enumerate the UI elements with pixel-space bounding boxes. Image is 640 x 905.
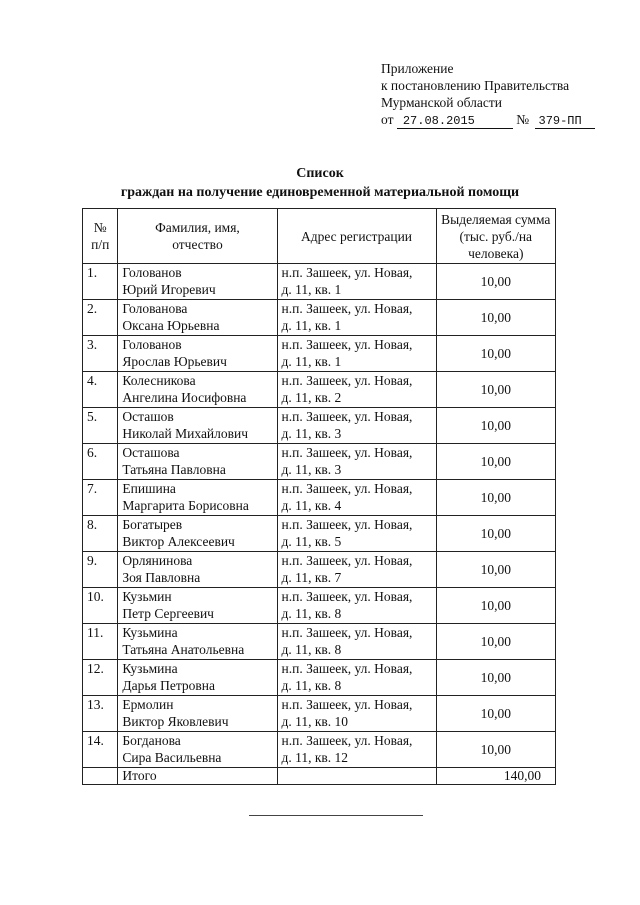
- row-address: [277, 732, 436, 768]
- row-address: [277, 552, 436, 588]
- header-name-line-1: Фамилия, имя,: [155, 220, 240, 235]
- row-full-name: [118, 732, 277, 768]
- table-row: [83, 444, 556, 480]
- table-row: [83, 372, 556, 408]
- row-full-name: [118, 444, 277, 480]
- header-sum-line-2: (тыс. руб./на: [459, 228, 533, 244]
- total-empty-address: [277, 768, 436, 785]
- header-sum: [436, 209, 555, 264]
- row-given-name: Ярослав Юрьевич: [122, 354, 227, 369]
- row-surname: Осташова: [122, 445, 180, 460]
- row-number: 9.: [83, 552, 118, 588]
- title-line-1: Список: [296, 166, 344, 181]
- table-header-row: [83, 209, 556, 264]
- row-given-name: Татьяна Павловна: [122, 462, 226, 477]
- row-address-line-1: н.п. Зашеек, ул. Новая,: [281, 589, 413, 604]
- row-surname: Кузьмин: [122, 589, 172, 604]
- row-address-line-2: д. 11, кв. 5: [281, 534, 342, 549]
- row-address-line-1: н.п. Зашеек, ул. Новая,: [281, 481, 413, 496]
- closing-divider: [249, 815, 423, 816]
- header-name-line-2: отчество: [172, 237, 223, 252]
- row-address-line-1: н.п. Зашеек, ул. Новая,: [281, 301, 413, 316]
- row-address: [277, 336, 436, 372]
- appendix-header: [381, 60, 595, 129]
- row-surname: Епишина: [122, 481, 176, 496]
- row-sum: 10,00: [436, 516, 555, 552]
- row-surname: Осташов: [122, 409, 174, 424]
- row-given-name: Виктор Яковлевич: [122, 714, 229, 729]
- header-number-line-2: п/п: [91, 237, 110, 252]
- row-given-name: Виктор Алексеевич: [122, 534, 235, 549]
- row-sum: 10,00: [436, 480, 555, 516]
- citizens-table: [82, 208, 556, 785]
- title-line-2: граждан на получение единовременной материальной помощи: [120, 185, 520, 200]
- row-given-name: Маргарита Борисовна: [122, 498, 249, 513]
- row-number: 7.: [83, 480, 118, 516]
- total-empty-cell: [83, 768, 118, 785]
- row-sum: 10,00: [436, 264, 555, 300]
- table-row: [83, 732, 556, 768]
- row-surname: Голованова: [122, 301, 188, 316]
- table-row: [83, 300, 556, 336]
- row-address-line-2: д. 11, кв. 2: [281, 390, 342, 405]
- row-full-name: [118, 588, 277, 624]
- row-full-name: [118, 552, 277, 588]
- total-row: [83, 768, 556, 785]
- row-address-line-2: д. 11, кв. 1: [281, 318, 342, 333]
- row-surname: Богатырев: [122, 517, 183, 532]
- row-address: [277, 624, 436, 660]
- row-number: 3.: [83, 336, 118, 372]
- row-address-line-2: д. 11, кв. 8: [281, 678, 342, 693]
- table-body: [83, 264, 556, 768]
- row-address: [277, 408, 436, 444]
- row-surname: Орлянинова: [122, 553, 193, 568]
- row-address-line-2: д. 11, кв. 3: [281, 426, 342, 441]
- row-surname: Кузьмина: [122, 625, 178, 640]
- total-label: Итого: [118, 768, 277, 785]
- row-address-line-1: н.п. Зашеек, ул. Новая,: [281, 445, 413, 460]
- row-surname: Ермолин: [122, 697, 174, 712]
- row-number: 12.: [83, 660, 118, 696]
- table-row: [83, 408, 556, 444]
- table-row: [83, 696, 556, 732]
- row-sum: 10,00: [436, 444, 555, 480]
- row-address: [277, 300, 436, 336]
- row-full-name: [118, 480, 277, 516]
- row-address-line-1: н.п. Зашеек, ул. Новая,: [281, 697, 413, 712]
- row-address-line-1: н.п. Зашеек, ул. Новая,: [281, 661, 413, 676]
- row-full-name: [118, 516, 277, 552]
- row-address: [277, 264, 436, 300]
- row-address: [277, 696, 436, 732]
- table-row: [83, 516, 556, 552]
- row-address: [277, 444, 436, 480]
- row-address: [277, 480, 436, 516]
- row-sum: 10,00: [436, 660, 555, 696]
- row-address: [277, 516, 436, 552]
- table-row: [83, 336, 556, 372]
- decree-number: 379-ПП: [535, 115, 595, 129]
- row-address-line-1: н.п. Зашеек, ул. Новая,: [281, 517, 413, 532]
- row-surname: Колесникова: [122, 373, 196, 388]
- row-full-name: [118, 660, 277, 696]
- number-label: №: [516, 112, 530, 127]
- header-number-line-1: №: [93, 220, 107, 235]
- row-address-line-1: н.п. Зашеек, ул. Новая,: [281, 553, 413, 568]
- row-address-line-1: н.п. Зашеек, ул. Новая,: [281, 409, 413, 424]
- appendix-line-3: Мурманской области: [381, 95, 502, 110]
- row-number: 14.: [83, 732, 118, 768]
- row-address-line-1: н.п. Зашеек, ул. Новая,: [281, 733, 413, 748]
- row-sum: 10,00: [436, 552, 555, 588]
- row-address-line-1: н.п. Зашеек, ул. Новая,: [281, 373, 413, 388]
- row-full-name: [118, 696, 277, 732]
- row-number: 5.: [83, 408, 118, 444]
- row-address-line-2: д. 11, кв. 8: [281, 642, 342, 657]
- table-row: [83, 588, 556, 624]
- row-address-line-2: д. 11, кв. 7: [281, 570, 342, 585]
- appendix-line-2: к постановлению Правительства: [381, 78, 570, 93]
- row-address: [277, 588, 436, 624]
- row-number: 13.: [83, 696, 118, 732]
- row-full-name: [118, 624, 277, 660]
- table-row: [83, 264, 556, 300]
- row-address-line-1: н.п. Зашеек, ул. Новая,: [281, 625, 413, 640]
- row-sum: 10,00: [436, 696, 555, 732]
- row-surname: Голованов: [122, 265, 182, 280]
- header-sum-line-3: человека): [468, 245, 524, 261]
- row-address-line-2: д. 11, кв. 3: [281, 462, 342, 477]
- header-number: [83, 209, 118, 264]
- row-given-name: Зоя Павловна: [122, 570, 201, 585]
- row-given-name: Сира Васильевна: [122, 750, 222, 765]
- row-address-line-2: д. 11, кв. 10: [281, 714, 349, 729]
- row-given-name: Юрий Игоревич: [122, 282, 216, 297]
- row-address-line-2: д. 11, кв. 8: [281, 606, 342, 621]
- row-sum: 10,00: [436, 732, 555, 768]
- row-surname: Кузьмина: [122, 661, 178, 676]
- row-sum: 10,00: [436, 336, 555, 372]
- row-full-name: [118, 408, 277, 444]
- row-sum: 10,00: [436, 372, 555, 408]
- row-address-line-2: д. 11, кв. 1: [281, 282, 342, 297]
- total-value: 140,00: [436, 768, 555, 785]
- row-address: [277, 660, 436, 696]
- row-full-name: [118, 300, 277, 336]
- row-number: 6.: [83, 444, 118, 480]
- row-number: 4.: [83, 372, 118, 408]
- row-surname: Богданова: [122, 733, 181, 748]
- table-row: [83, 660, 556, 696]
- row-number: 10.: [83, 588, 118, 624]
- row-sum: 10,00: [436, 300, 555, 336]
- row-surname: Голованов: [122, 337, 182, 352]
- row-number: 1.: [83, 264, 118, 300]
- row-given-name: Николай Михайлович: [122, 426, 249, 441]
- table-row: [83, 624, 556, 660]
- table-row: [83, 552, 556, 588]
- row-sum: 10,00: [436, 408, 555, 444]
- row-given-name: Татьяна Анатольевна: [122, 642, 245, 657]
- row-full-name: [118, 372, 277, 408]
- row-number: 2.: [83, 300, 118, 336]
- row-address-line-2: д. 11, кв. 4: [281, 498, 342, 513]
- header-sum-line-1: Выделяемая сумма: [441, 211, 551, 227]
- row-given-name: Ангелина Иосифовна: [122, 390, 247, 405]
- row-address-line-1: н.п. Зашеек, ул. Новая,: [281, 337, 413, 352]
- row-address-line-2: д. 11, кв. 12: [281, 750, 349, 765]
- header-address: Адрес регистрации: [277, 209, 436, 264]
- row-full-name: [118, 336, 277, 372]
- row-number: 8.: [83, 516, 118, 552]
- decree-date: 27.08.2015: [397, 115, 513, 129]
- row-address-line-2: д. 11, кв. 1: [281, 354, 342, 369]
- row-sum: 10,00: [436, 624, 555, 660]
- row-full-name: [118, 264, 277, 300]
- table-row: [83, 480, 556, 516]
- row-address: [277, 372, 436, 408]
- row-number: 11.: [83, 624, 118, 660]
- from-label: от: [381, 112, 394, 127]
- row-address-line-1: н.п. Зашеек, ул. Новая,: [281, 265, 413, 280]
- appendix-line-1: Приложение: [381, 61, 454, 76]
- row-sum: 10,00: [436, 588, 555, 624]
- document-title: [0, 164, 640, 202]
- row-given-name: Оксана Юрьевна: [122, 318, 220, 333]
- appendix-date-line: [381, 111, 595, 129]
- row-given-name: Дарья Петровна: [122, 678, 215, 693]
- row-given-name: Петр Сергеевич: [122, 606, 214, 621]
- header-name: [118, 209, 277, 264]
